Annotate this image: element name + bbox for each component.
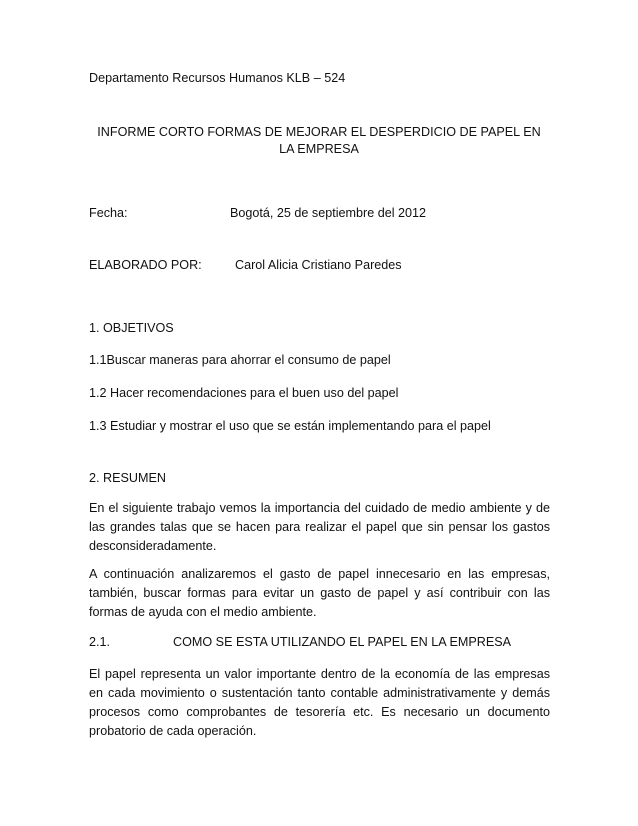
objetivo-item-3: 1.3 Estudiar y mostrar el uso que se están implementando para el papel <box>89 419 491 433</box>
fecha-value: Bogotá, 25 de septiembre del 2012 <box>230 206 427 220</box>
resumen-paragraph-1: En el siguiente trabajo vemos la importancia del cuidado de medio ambiente y de las grandes talas que se hacen para realizar el papel que sin pensar los gastos desconsideradamente. <box>89 501 550 553</box>
fecha-label: Fecha: <box>89 206 128 220</box>
objetivo-item-1: 1.1Buscar maneras para ahorrar el consumo de papel <box>89 353 391 367</box>
resumen-heading: 2. RESUMEN <box>89 471 166 485</box>
report-title-line2: LA EMPRESA <box>279 142 359 156</box>
report-title-line1: INFORME CORTO FORMAS DE MEJORAR EL DESPERDICIO DE PAPEL EN <box>97 125 541 139</box>
objetivos-heading: 1. OBJETIVOS <box>89 321 174 335</box>
section-2-1-heading: COMO SE ESTA UTILIZANDO EL PAPEL EN LA EMPRESA <box>173 635 512 649</box>
autor-value: Carol Alicia Cristiano Paredes <box>235 258 402 272</box>
section-2-1-number: 2.1. <box>89 635 111 649</box>
objetivo-item-2: 1.2 Hacer recomendaciones para el buen uso del papel <box>89 386 399 400</box>
department-header: Departamento Recursos Humanos KLB – 524 <box>89 71 346 85</box>
autor-label: ELABORADO POR: <box>89 258 202 272</box>
section-2-1-paragraph: El papel representa un valor importante dentro de la economía de las empresas en cada movimiento o sustentación tanto contable administrativamente y demás procesos como comprobantes de tesorería etc. Es necesario un documento probatorio de cada operación. <box>89 667 550 738</box>
resumen-paragraph-2: A continuación analizaremos el gasto de papel innecesario en las empresas, también, buscar formas para evitar un gasto de papel y así contribuir con las formas de ayuda con el medio ambiente. <box>89 567 550 619</box>
